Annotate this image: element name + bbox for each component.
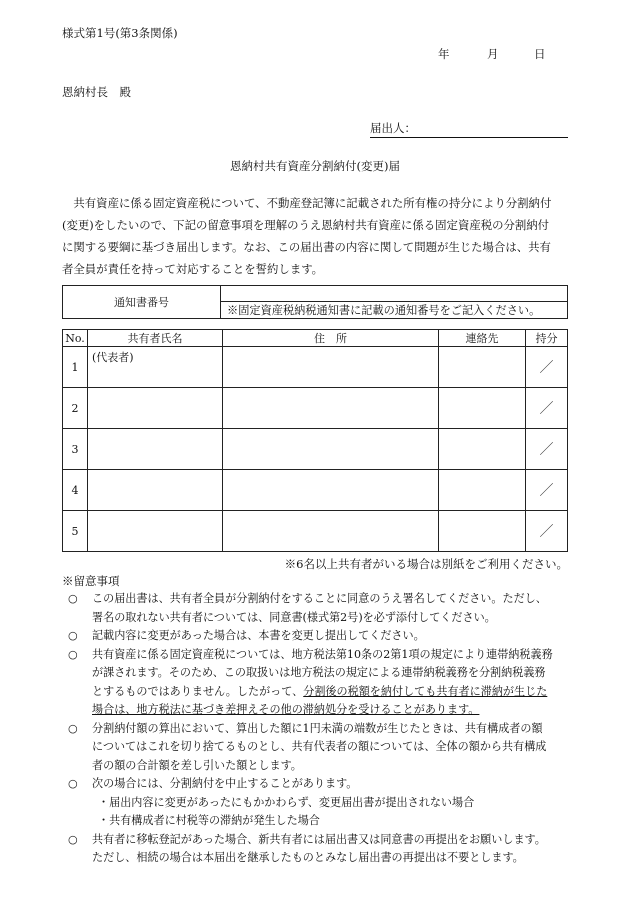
intro-line: 共有資産に係る固定資産税について、不動産登記簿に記載された所有権の持分により分割納付 [62, 196, 552, 210]
owner-share-cell[interactable]: ／ [526, 511, 568, 552]
owner-name-cell[interactable] [88, 388, 223, 429]
header-share: 持分 [526, 330, 568, 347]
note-continuation: 署名の取れない共有者については、同意書(様式第2号)を必ず添付してください。 [92, 610, 496, 624]
list-item: ○ 共有資産に係る固定資産税については、地方税法第10条の2第1項の規定により連帯納税義務 [68, 646, 578, 665]
date-year-label: 年 [438, 47, 450, 61]
list-item: ○ 共有者に移転登記があった場合、新共有者には届出書又は同意書の再提出をお願いします。 [68, 831, 578, 850]
date-day-label: 日 [534, 47, 546, 61]
date-month-label: 月 [487, 47, 499, 61]
bullet-icon: ○ [68, 832, 78, 846]
row-number: 2 [63, 388, 88, 429]
owner-name-cell[interactable] [88, 347, 223, 388]
owner-share-cell[interactable]: ／ [526, 470, 568, 511]
owner-address-cell[interactable] [223, 470, 439, 511]
header-no: No. [63, 330, 88, 347]
recipient: 恩納村長 殿 [62, 85, 131, 99]
intro-line: に関する要綱に基づき届出します。なお、この届出書の内容に関して問題が生じた場合は、共有 [62, 240, 551, 254]
note-continuation: についてはこれを切り捨てるものとし、共有代表者の額については、全体の額から共有構成 [92, 740, 547, 753]
owner-address-cell[interactable] [223, 388, 439, 429]
notes-heading: ※留意事項 [62, 574, 120, 588]
bullet-icon: ○ [68, 721, 78, 735]
owner-contact-cell[interactable] [439, 429, 526, 470]
extra-owners-note: ※6名以上共有者がいる場合は別紙をご利用ください。 [284, 557, 568, 571]
owner-name-cell[interactable] [88, 429, 223, 470]
note-continuation: とするものではありません。したがって、分割後の税額を納付しても共有者に滞納が生じた [92, 684, 548, 698]
owner-address-cell[interactable] [223, 347, 439, 388]
row-number: 4 [63, 470, 88, 511]
bullet-icon: ○ [68, 777, 78, 790]
applicant-label: 届出人： [370, 121, 416, 135]
note-continuation: 者の額の合計額を差し引いた額とします。 [92, 758, 302, 772]
header-name: 共有者氏名 [88, 330, 223, 347]
owners-table [62, 329, 568, 552]
owner-contact-cell[interactable] [439, 347, 526, 388]
owner-address-cell[interactable] [223, 429, 439, 470]
owner-name-cell[interactable] [88, 511, 223, 552]
owner-name-cell[interactable] [88, 470, 223, 511]
intro-line: (変更)をしたいので、下記の留意事項を理解のうえ恩納村共有資産に係る固定資産税の分割納付 [62, 218, 550, 232]
table-row [63, 429, 568, 470]
underlined-warning: 場合は、地方税法に基づき差押えその他の滞納処分を受けることがあります。 [92, 703, 480, 716]
table-row [63, 470, 568, 511]
notice-number-input[interactable] [221, 286, 568, 302]
owner-contact-cell[interactable] [439, 511, 526, 552]
applicant-field[interactable] [370, 120, 568, 138]
bullet-icon: ○ [68, 647, 78, 661]
owner-share-cell[interactable]: ／ [526, 429, 568, 470]
owner-share-cell[interactable]: ／ [526, 347, 568, 388]
note-continuation: ただし、相続の場合は本届出を継承したものとみなし届出書の再提出は不要とします。 [92, 851, 524, 864]
header-contact: 連絡先 [439, 330, 526, 347]
note-continuation [68, 701, 578, 720]
list-item: ○ 記載内容に変更があった場合は、本書を変更し提出してください。 [68, 627, 578, 646]
list-item: ○ 分割納付額の算出において、算出した額に1円未満の端数が生じたときは、共有構成者の額 [68, 720, 578, 739]
form-number: 様式第1号(第3条関係) [62, 26, 178, 40]
owner-share-cell[interactable]: ／ [526, 388, 568, 429]
list-item: ○ この届出書は、共有者全員が分割納付をすることに同意のうえ署名してください。ただし、 [68, 590, 578, 609]
table-row [63, 511, 568, 552]
owner-address-cell[interactable] [223, 511, 439, 552]
owner-contact-cell[interactable] [439, 388, 526, 429]
notice-number-label: 通知書番号 [63, 286, 221, 319]
bullet-icon: ○ [68, 592, 78, 605]
notice-number-hint: ※固定資産税納税通知書に記載の通知番号をご記入ください。 [221, 302, 568, 319]
row-number: 3 [63, 429, 88, 470]
bullet-icon: ○ [68, 629, 78, 642]
document-title: 恩納村共有資産分割納付(変更)届 [230, 159, 400, 173]
table-row [63, 347, 568, 388]
table-row [63, 388, 568, 429]
intro-line: 者全員が責任を持って対応することを誓約します。 [62, 262, 324, 276]
notice-number-table [62, 285, 568, 319]
note-continuation: が課されます。そのため、この取扱いは地方税法の規定による連帯納税義務を分割納税義務 [92, 666, 546, 679]
representative-label: (代表者) [92, 351, 134, 364]
note-sub-item: ・届出内容に変更があったにもかかわらず、変更届出書が提出されない場合 [98, 795, 475, 809]
row-number: 5 [63, 511, 88, 552]
notes-list [68, 590, 578, 868]
header-address: 住 所 [223, 330, 439, 347]
list-item: ○ 次の場合には、分割納付を中止することがあります。 [68, 775, 578, 794]
row-number: 1 [63, 347, 88, 388]
intro-paragraph [62, 192, 570, 280]
owner-contact-cell[interactable] [439, 470, 526, 511]
underlined-warning: 分割後の税額を納付しても共有者に滞納が生じた [303, 684, 548, 698]
note-sub-item: ・共有構成者に村税等の滞納が発生した場合 [98, 814, 320, 827]
